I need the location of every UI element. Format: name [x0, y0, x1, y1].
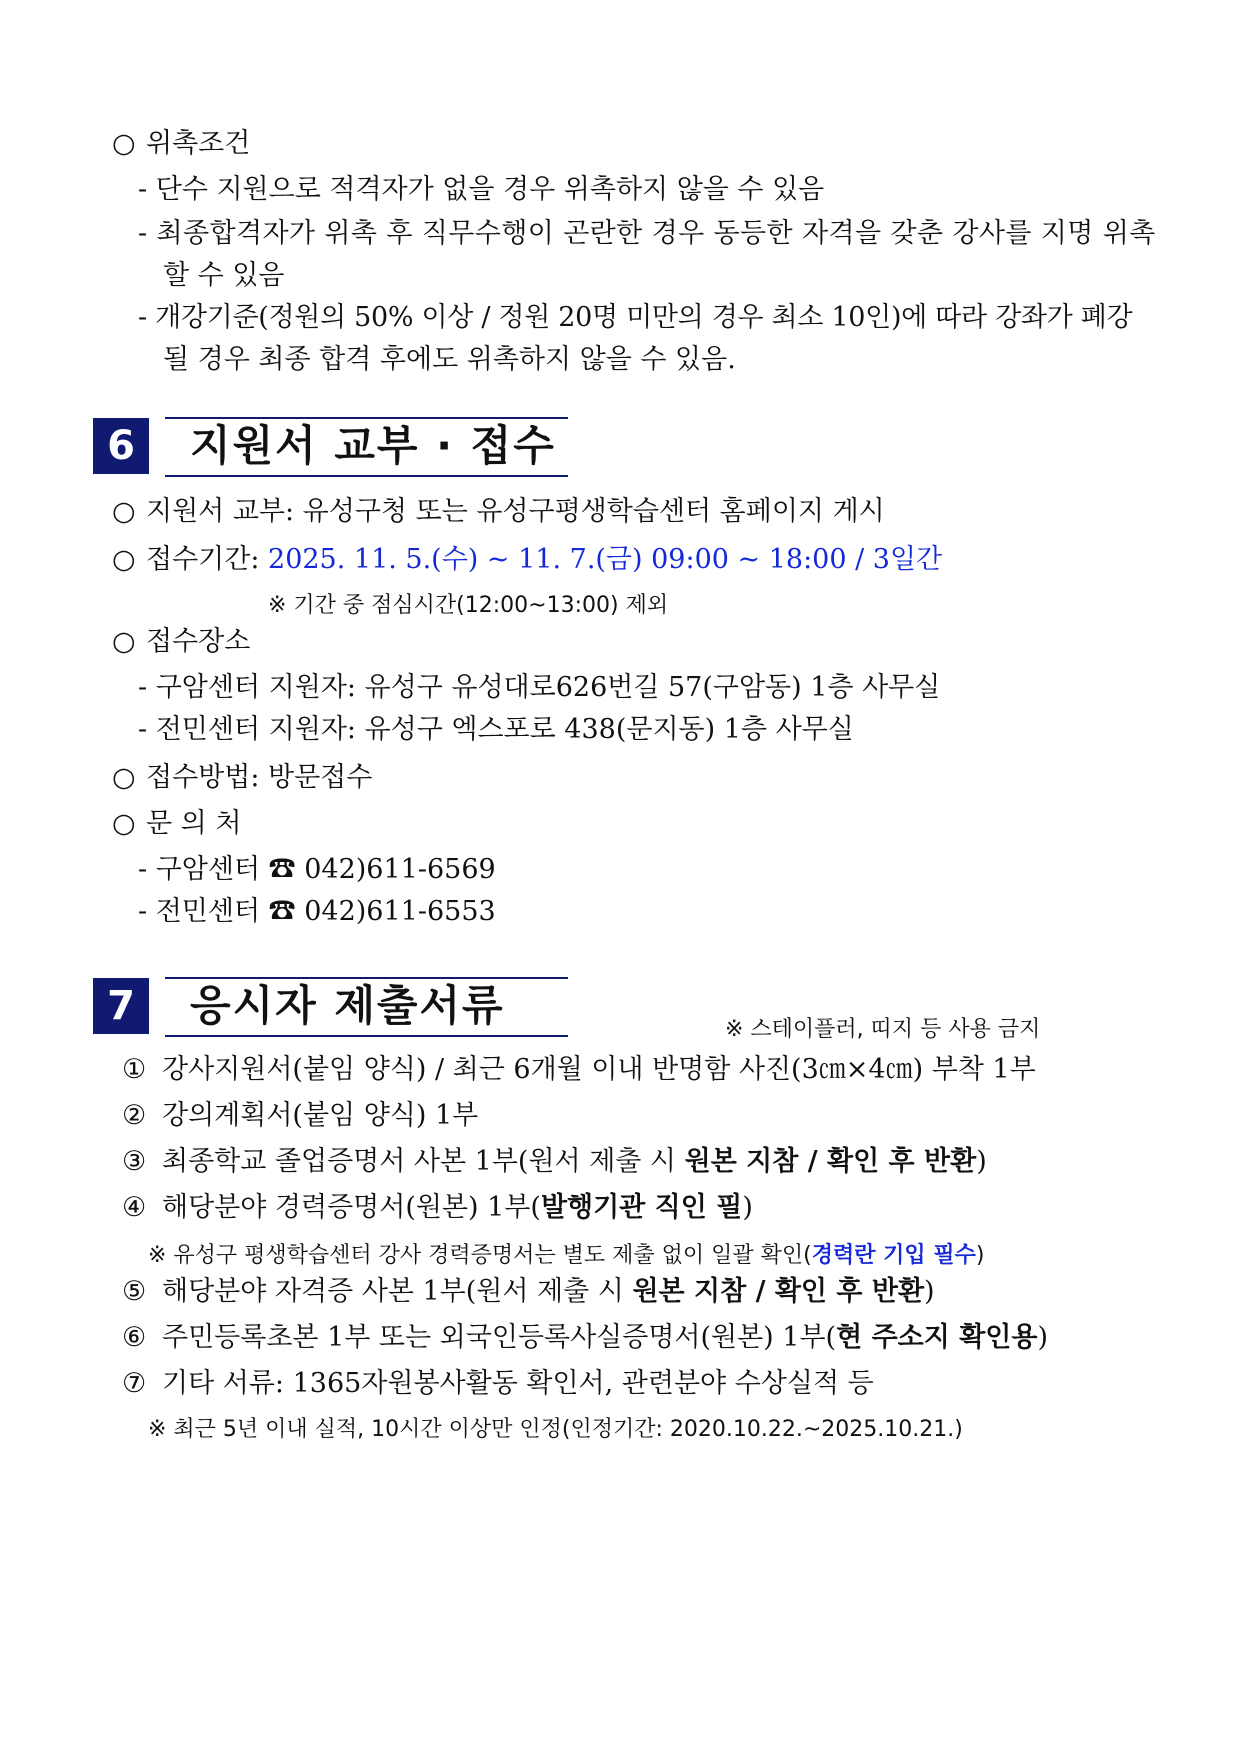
- phone-icon: ☎: [268, 896, 296, 927]
- doc-item: ③ 최종학교 졸업증명서 사본 1부(원서 제출 시 원본 지참 / 확인 후 반환): [122, 1146, 987, 1177]
- section-7-notice: ※ 스테이플러, 띠지 등 사용 금지: [725, 1017, 1041, 1042]
- contact-item: - 구암센터 ☎ 042)611-6569: [138, 854, 496, 885]
- condition-item-cont: 할 수 있음: [163, 260, 285, 291]
- conditions-heading: ○ 위촉조건: [112, 128, 251, 159]
- period-row: ○ 접수기간: 2025. 11. 5.(수) ~ 11. 7.(금) 09:00 ~ 18:00 / 3일간: [112, 544, 943, 575]
- doc-4-note: ※ 유성구 평생학습센터 강사 경력증명서는 별도 제출 없이 일괄 확인(경력란 기입 필수): [148, 1243, 985, 1268]
- condition-item: - 단수 지원으로 적격자가 없을 경우 위촉하지 않을 수 있음: [138, 174, 825, 205]
- section-7-title: 응시자 제출서류: [190, 981, 505, 1030]
- doc-item: ① 강사지원서(붙임 양식) / 최근 6개월 이내 반명함 사진(3㎝×4㎝) 부착 1부: [122, 1054, 1036, 1085]
- place-heading: ○ 접수장소: [112, 626, 251, 657]
- place-item: - 구암센터 지원자: 유성구 유성대로626번길 57(구암동) 1층 사무실: [138, 672, 941, 703]
- contact-heading: ○ 문 의 처: [112, 808, 242, 839]
- doc-item: ④ 해당분야 경력증명서(원본) 1부(발행기관 직인 필): [122, 1192, 753, 1223]
- method-row: ○ 접수방법: 방문접수: [112, 762, 373, 793]
- doc-item: ⑦ 기타 서류: 1365자원봉사활동 확인서, 관련분야 수상실적 등: [122, 1368, 874, 1399]
- section-6-title: 지원서 교부 · 접수: [190, 421, 556, 470]
- doc-item: ⑤ 해당분야 자격증 사본 1부(원서 제출 시 원본 지참 / 확인 후 반환): [122, 1276, 935, 1307]
- contact-item: - 전민센터 ☎ 042)611-6553: [138, 896, 496, 927]
- phone-icon: ☎: [268, 854, 296, 885]
- period-value: 2025. 11. 5.(수) ~ 11. 7.(금) 09:00 ~ 18:00 / 3일간: [268, 544, 943, 575]
- doc-7-note: ※ 최근 5년 이내 실적, 10시간 이상만 인정(인정기간: 2020.10.22.~2025.10.21.): [148, 1417, 963, 1442]
- place-item: - 전민센터 지원자: 유성구 엑스포로 438(문지동) 1층 사무실: [138, 714, 854, 745]
- condition-item: - 개강기준(정원의 50% 이상 / 정원 20명 미만의 경우 최소 10인)에 따라 강좌가 폐강: [138, 302, 1133, 333]
- doc-item: ⑥ 주민등록초본 1부 또는 외국인등록사실증명서(원본) 1부(현 주소지 확인용): [122, 1322, 1049, 1353]
- condition-item-cont: 될 경우 최종 합격 후에도 위촉하지 않을 수 있음.: [163, 344, 736, 375]
- section-6-number: 6: [93, 418, 149, 474]
- section-7-number: 7: [93, 978, 149, 1034]
- distribution-row: ○ 지원서 교부: 유성구청 또는 유성구평생학습센터 홈페이지 게시: [112, 496, 885, 527]
- period-note: ※ 기간 중 점심시간(12:00~13:00) 제외: [268, 593, 669, 618]
- condition-item: - 최종합격자가 위촉 후 직무수행이 곤란한 경우 동등한 자격을 갖춘 강사를 지명 위촉: [138, 218, 1156, 249]
- doc-item: ② 강의계획서(붙임 양식) 1부: [122, 1100, 479, 1131]
